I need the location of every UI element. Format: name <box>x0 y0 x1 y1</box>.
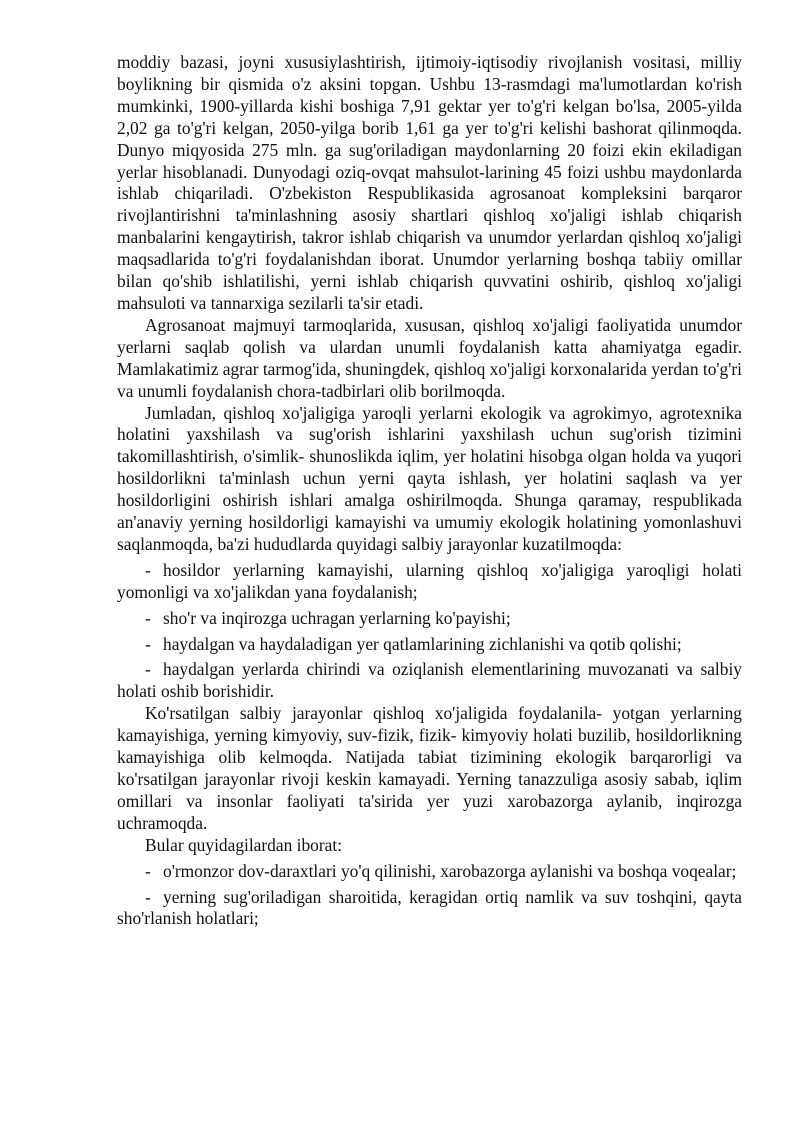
paragraph-4: Ko'rsatilgan salbiy jarayonlar qishloq xo'jaligida foydalanila- yotgan yerlarning kamayishiga, yerning kimyoviy, suv-fizik, fizik- kimyoviy holati buzilib, hosildorlikning kamayishiga olib kelmoqda. Natijada tabiat tizimining ekologik barqarorligi va ko'rsatilgan jarayonlar rivoji keskin kamayadi. Yerning tanazzuliga asosiy sabab, iqlim omillari va insonlar faoliyati ta'sirida yer yuzi xarobazorga aylanib, inqirozga uchramoqda. <box>117 703 742 833</box>
paragraph-1: moddiy bazasi, joyni xususiylashtirish, ijtimoiy-iqtisodiy rivojlanish vositasi, milliy boylikning bir qismida o'z aksini topgan. Ushbu 13-rasmdagi ma'lumotlardan ko'rish mumkinki, 1900-yillarda kishi boshiga 7,91 gektar yer to'g'ri kelgan bo'lsa, 2005-yilda 2,02 ga to'g'ri kelgan, 2050-yilga borib 1,61 ga yer to'g'ri kelishi bashorat qilinmoqda. Dunyo miqyosida 275 mln. ga sug'oriladigan maydonlarning 20 foizi ekin ekiladigan yerlar hisoblanadi. Dunyodagi oziq-ovqat mahsulot-larining 45 foizi ushbu maydonlarda ishlab chiqariladi. O'zbekiston Respublikasida agrosanoat kompleksini barqaror rivojlantirishni ta'minlashning asosiy shartlari qishloq xo'jaligi ishlab chiqarish manbalarini kengaytirish, takror ishlab chiqarish va unumdor yerlardan qishloq xo'jaligi maqsadlarida to'g'ri foydalanishdan iborat. Unumdor yerlarning boshqa tabiiy omillar bilan qo'shib ishlatilishi, yerni ishlab chiqarish quvvatini oshirib, qishloq xo'jaligi mahsuloti va tannarxiga sezilarli ta'sir etadi. <box>117 52 742 313</box>
list-item <box>117 634 742 656</box>
causes-list <box>117 861 742 931</box>
dash-bullet: - <box>145 886 151 907</box>
paragraph-5: Bular quyidagilardan iborat: <box>145 834 343 855</box>
list-item-text: o'rmonzor dov-daraxtlari yo'q qilinishi, xarobazorga aylanishi va boshqa voqealar; <box>163 860 737 881</box>
list-item-text: haydalgan yerlarda chirindi va oziqlanish elementlarining muvozanati va salbiy holati oshib borishidir. <box>117 659 742 702</box>
paragraph-2: Agrosanoat majmuyi tarmoqlarida, xususan, qishloq xo'jaligi faoliyatida unumdor yerlarni saqlab qolish va ulardan unumli foydalanish katta ahamiyatga egadir. Mamlakatimiz agrar tarmog'ida, shuningdek, qishloq xo'jaligi korxonalarida yerdan to'g'ri va unumli foydalanish chora-tadbirlari olib borilmoqda. <box>117 314 742 401</box>
list-item <box>117 608 742 630</box>
list-item <box>117 659 742 703</box>
dash-bullet: - <box>145 633 151 654</box>
list-item-text: hosildor yerlarning kamayishi, ularning qishloq xo'jaligiga yaroqligi holati yomonligi va xo'jalikdan yana foydalanish; <box>117 559 742 602</box>
dash-bullet: - <box>145 860 151 881</box>
paragraph-3: Jumladan, qishloq xo'jaligiga yaroqli yerlarni ekologik va agrokimyo, agrotexnika holatini yaxshilash va sug'orish ishlarini yaxshilash uchun sug'orish tizimini takomillashtirish, o'simlik- shunoslikda iqlim, yer holatini hisobga olgan holda va yuqori hosildorlikni ta'minlash uchun yerni qayta ishlash, yer holatini saqlash va yer hosildorligini oshirish ishlari amalga oshirilmoqda. Shunga qaramay, respublikada an'anaviy yerning hosildorligi kamayishi va umumiy ekologik holatining yomonlashuvi saqlanmoqda, ba'zi hududlarda quyidagi salbiy jarayonlar kuzatilmoqda: <box>117 402 742 554</box>
dash-bullet: - <box>145 659 151 680</box>
dash-bullet: - <box>145 607 151 628</box>
list-item <box>117 887 742 931</box>
negative-processes-list <box>117 560 742 703</box>
list-item <box>117 560 742 604</box>
list-item-text: haydalgan va haydaladigan yer qatlamlarining zichlanishi va qotib qolishi; <box>163 633 682 654</box>
dash-bullet: - <box>145 559 151 580</box>
list-item-text: sho'r va inqirozga uchragan yerlarning ko'payishi; <box>163 607 511 628</box>
list-item-text: yerning sug'oriladigan sharoitida, keragidan ortiq namlik va suv toshqini, qayta sho'rlanish holatlari; <box>117 886 742 929</box>
document-page <box>117 52 742 930</box>
list-item <box>117 861 742 883</box>
